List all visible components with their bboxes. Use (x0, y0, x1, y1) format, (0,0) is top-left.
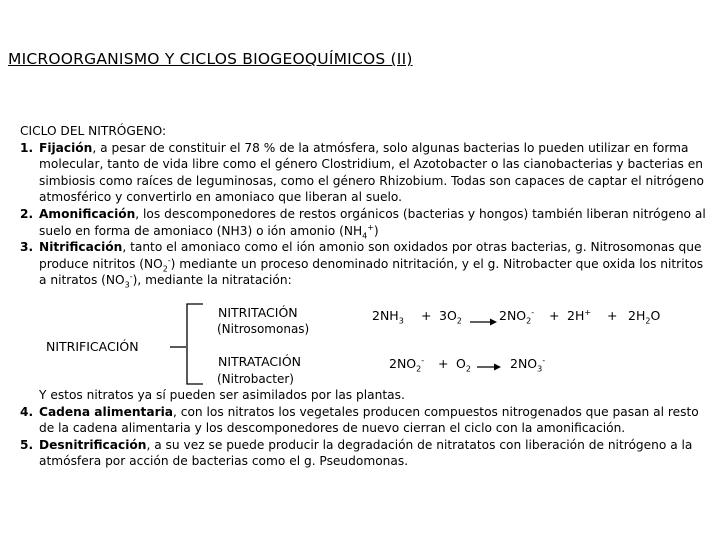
page-title: MICROORGANISMO Y CICLOS BIOGEOQUÍMICOS (II) (8, 50, 413, 68)
equation-1-product-2: 2H+ (567, 307, 592, 323)
reaction-arrowhead-1 (490, 319, 497, 326)
item-number: 3. (20, 240, 34, 255)
nitrificacion-label: NITRIFICACIÓN (46, 339, 139, 354)
section-heading: CICLO DEL NITRÓGENO: (20, 124, 167, 138)
item-number: 1. (20, 140, 34, 155)
subscript: 3 (124, 280, 130, 290)
reaction-arrowhead-2 (494, 364, 501, 371)
item-number: 5. (20, 437, 34, 452)
equation-1-plus: + (607, 308, 618, 323)
equation-1-product-3: $2H_2O$ (628, 308, 661, 326)
item-text: ) (373, 223, 379, 238)
item-text: , a pesar de constituir el 78 % de la atmósfera, solo algunas bacterias lo pueden utilizar en forma molecular, tanto de vida libre como el género Clostridium, el Azotobacter o las cianobacterias y bacterias en simbiosis como raíces de leguminosas, como el género Rhizobium. Todas son capaces de captar el nitrógeno atmosférico y convertirlo en amoniaco que liberan al suelo. (39, 140, 705, 205)
item-number: 2. (20, 206, 34, 221)
equation-2-product-1: $2NO_3^-$ (510, 355, 546, 374)
equation-1-reactant-1: $2NH_3$ (372, 308, 404, 326)
superscript: - (167, 255, 171, 265)
equation-2-plus: + (438, 356, 449, 371)
superscript: - (129, 272, 133, 282)
after-text: Y estos nitratos ya sí pueden ser asimilados por las plantas. (39, 388, 405, 402)
list-item-desnitrificacion (20, 437, 710, 470)
item-number: 4. (20, 404, 34, 419)
equation-1-plus: + (421, 308, 432, 323)
item-term: Fijación (39, 140, 93, 155)
item-text: , a su vez se puede producir la degradación de nitratatos con liberación de nitrógeno a la atmósfera por acción de bacterias como el g. Pseudomonas. (39, 437, 693, 469)
equation-1-product-1: $2NO_2^-$ (499, 307, 535, 326)
nitrobacter-label: (Nitrobacter) (217, 372, 294, 386)
nitrosomonas-label: (Nitrosomonas) (217, 322, 310, 336)
list-item-cadena-alimentaria (20, 404, 710, 437)
equation-2-reactant-2: $O_2$ (456, 356, 471, 374)
nitrogen-cycle-continued (20, 387, 710, 470)
item-text: , los descomponedores de restos orgánicos (bacterias y hongos) también liberan nitrógeno al suelo en forma de amoniaco (NH3) o ión amonio (NH (39, 206, 706, 238)
equation-1-plus: + (549, 308, 560, 323)
nitratacion-label: NITRATACIÓN (218, 354, 302, 369)
item-text: , tanto el amoniaco como el ión amonio son oxidados por otras bacterias, g. Nitrosomonas que produce nitritos (NO (39, 240, 702, 271)
subscript: 2 (162, 264, 168, 274)
item-term: Cadena alimentaria (39, 404, 173, 419)
superscript: + (367, 222, 374, 232)
item-term: Nitrificación (39, 240, 123, 255)
subscript: 4 (362, 231, 368, 240)
item-text: , con los nitratos los vegetales producen compuestos nitrogenados que pasan al resto de la cadena alimentaria y los descomponedores de nuevo cierran el ciclo con la amonificación. (39, 404, 699, 436)
item-term: Amonificación (39, 206, 136, 221)
equation-2-reactant-1: $2NO_2^-$ (389, 355, 425, 374)
item-text: ) mediante un proceso denominado nitritación, y el g. Nitrobacter que oxida los nitritos a nitratos (NO (39, 256, 704, 288)
item-text: ), mediante la nitratación: (132, 273, 292, 288)
equation-1-reactant-2: $3O_2$ (439, 308, 462, 326)
bracket-line (187, 304, 203, 384)
nitritacion-label: NITRITACIÓN (218, 305, 298, 320)
item-term: Desnitrificación (39, 437, 147, 452)
